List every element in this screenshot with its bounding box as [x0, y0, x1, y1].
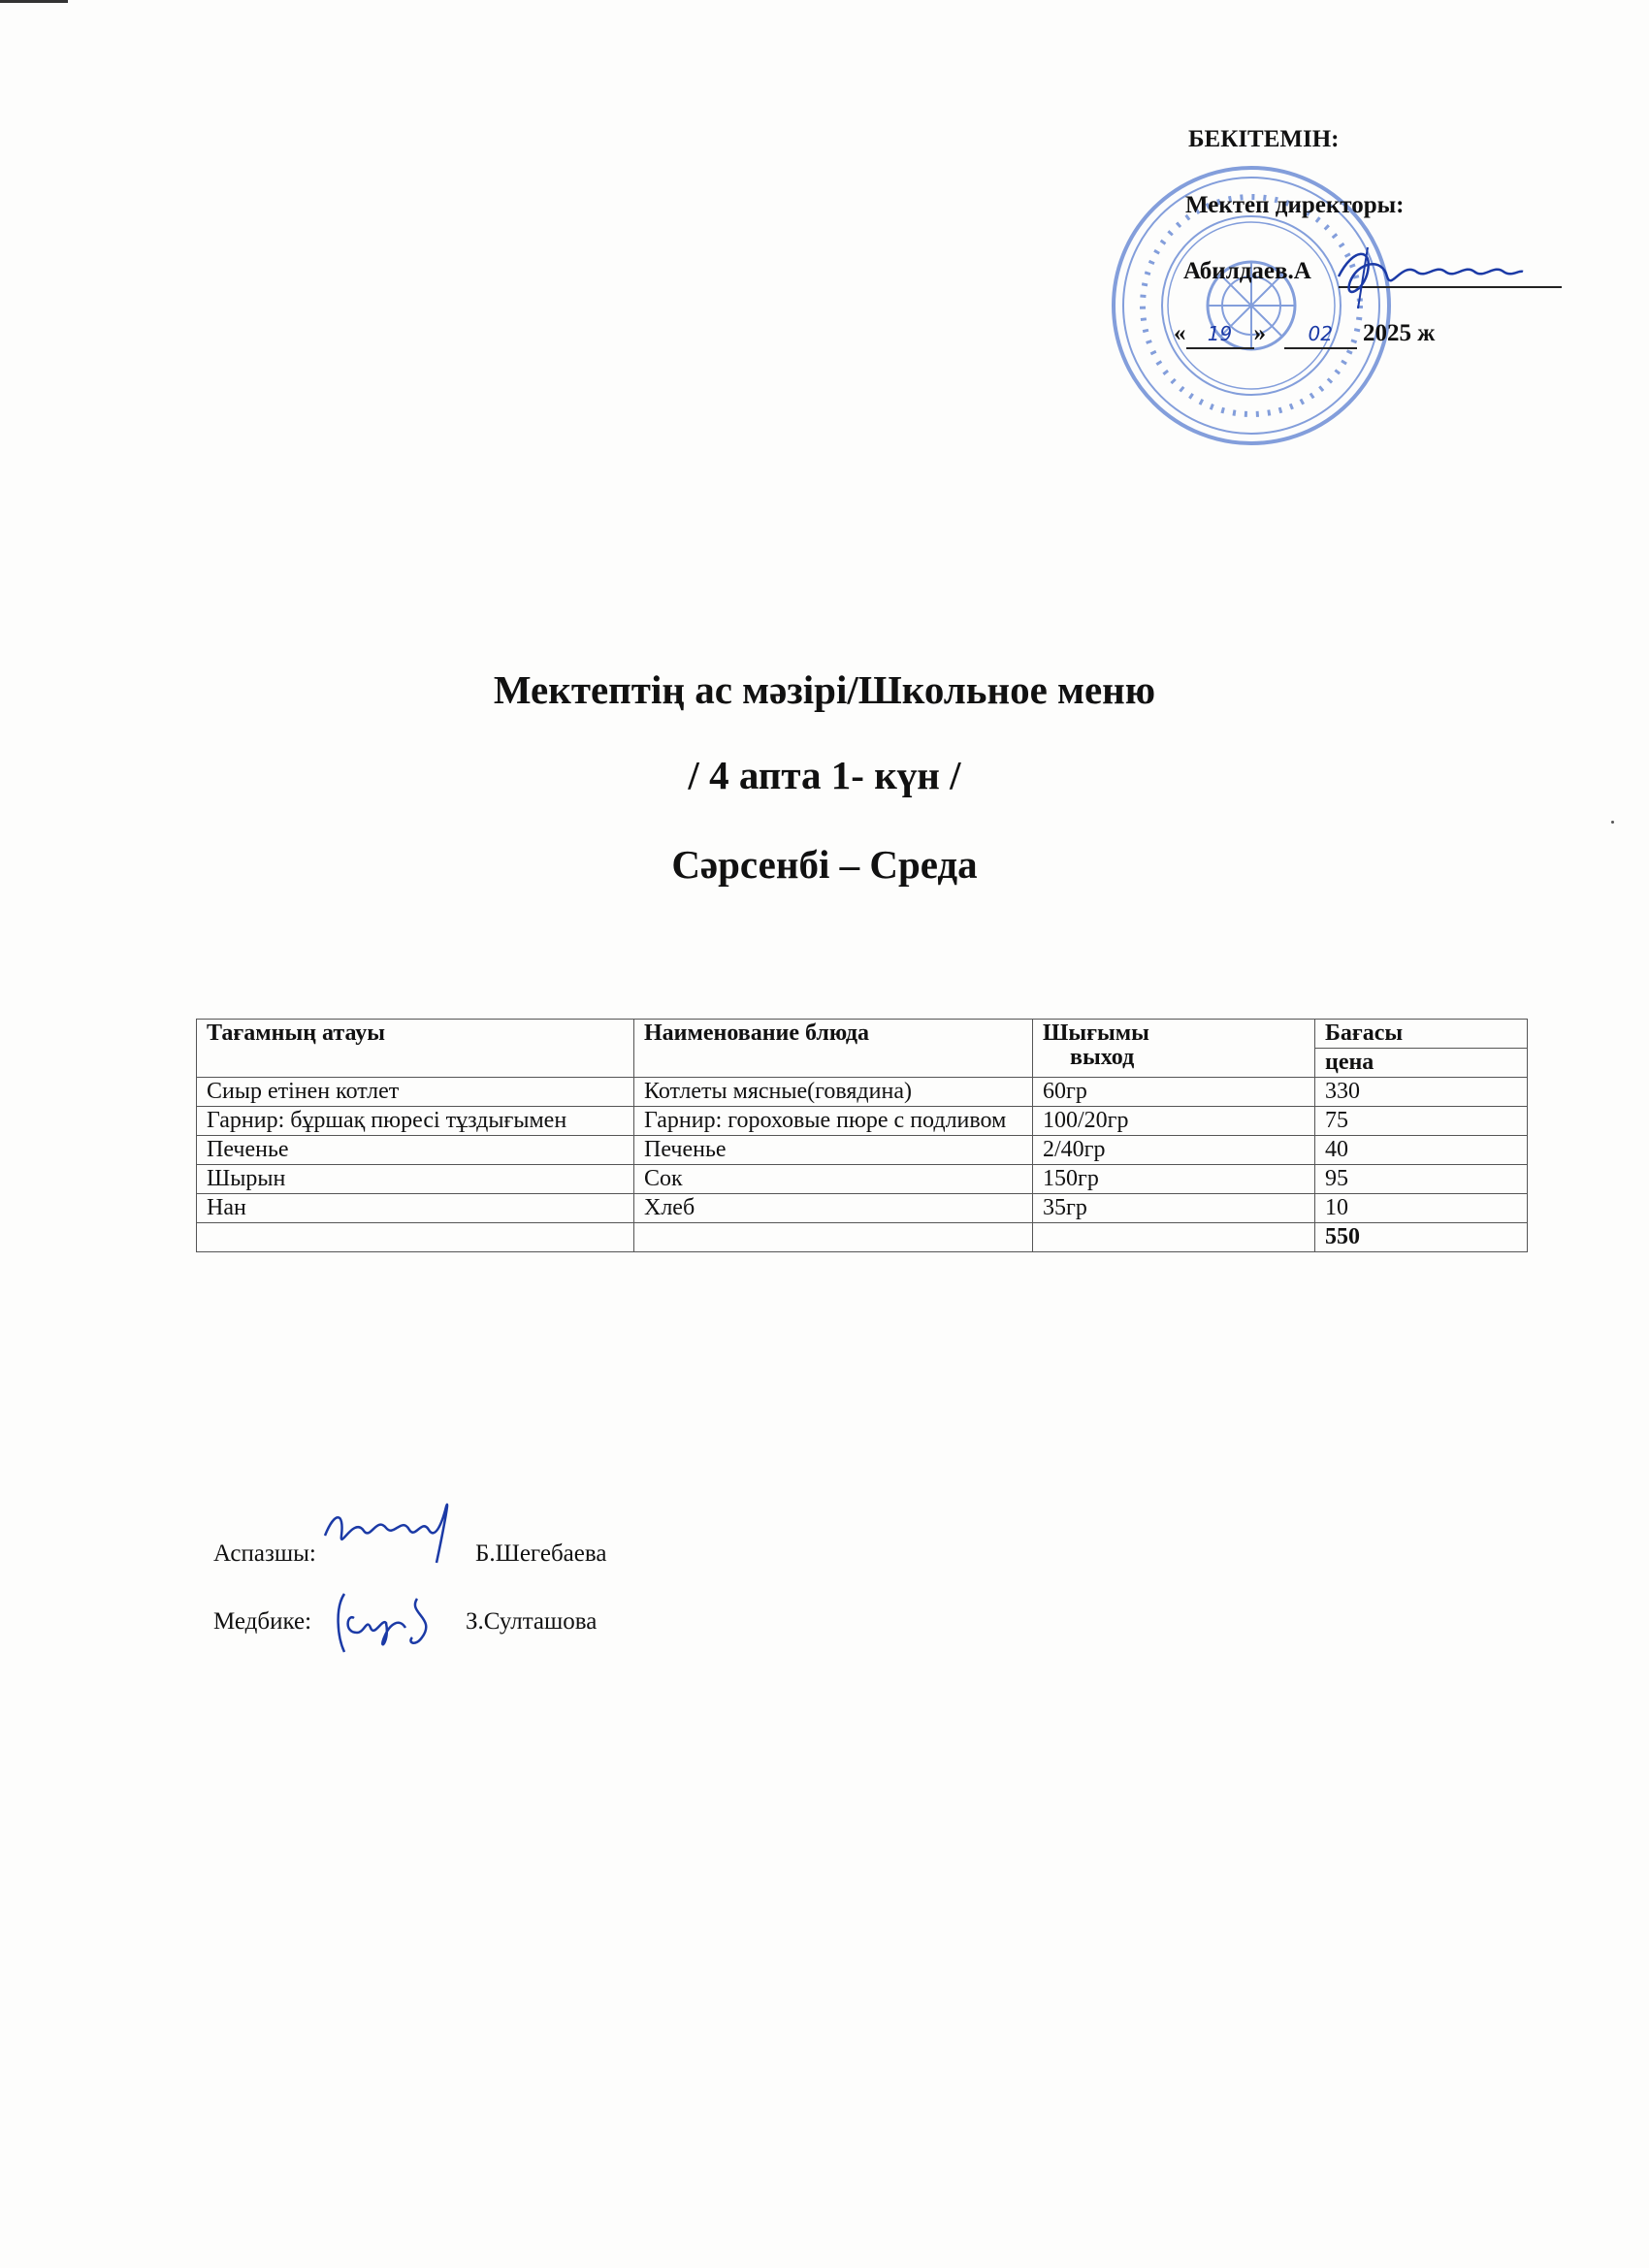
dish-price: 330 [1315, 1078, 1528, 1107]
dish-yield: 2/40гр [1033, 1136, 1315, 1165]
director-label: Мектеп директоры: [1185, 192, 1405, 218]
dish-yield: 35гр [1033, 1194, 1315, 1223]
dish-name-ru: Котлеты мясные(говядина) [634, 1078, 1033, 1107]
scan-edge-mark [0, 0, 68, 3]
total-empty-cell [197, 1223, 634, 1252]
menu-title: Мектептің ас мәзірі/Школьное меню [493, 667, 1156, 712]
table-row [197, 1194, 1528, 1223]
date-month: 02 [1308, 322, 1333, 345]
dish-yield: 150гр [1033, 1165, 1315, 1194]
header-yield-kz: Шығымы [1043, 1021, 1149, 1046]
header-yield [1033, 1020, 1315, 1078]
dish-name-ru: Гарнир: гороховые пюре с подливом [634, 1107, 1033, 1136]
dish-name-ru: Хлеб [634, 1194, 1033, 1223]
table-row [197, 1078, 1528, 1107]
date-day-blank [1186, 320, 1254, 349]
total-empty-cell [634, 1223, 1033, 1252]
cook-name: Б.Шегебаева [475, 1540, 607, 1567]
approval-title: БЕКІТЕМІН: [1188, 126, 1340, 152]
scan-speck [1611, 821, 1614, 824]
table-header-row [197, 1020, 1528, 1049]
nurse-signature [330, 1584, 456, 1657]
header-yield-ru: выход [1070, 1045, 1135, 1070]
date-close-quote: » [1253, 320, 1266, 346]
table-row [197, 1165, 1528, 1194]
dish-yield: 100/20гр [1033, 1107, 1315, 1136]
menu-table [196, 1019, 1528, 1252]
menu-week-day: / 4 апта 1- күн / [688, 753, 961, 797]
nurse-name: З.Султашова [466, 1608, 598, 1635]
menu-weekday-name: Сәрсенбі – Среда [671, 842, 978, 887]
dish-price: 75 [1315, 1107, 1528, 1136]
approval-date [1174, 320, 1435, 349]
header-price-kz: Бағасы [1315, 1020, 1528, 1049]
dish-yield: 60гр [1033, 1078, 1315, 1107]
nurse-label: Медбике: [213, 1608, 312, 1635]
dish-name-ru: Сок [634, 1165, 1033, 1194]
table-total-row [197, 1223, 1528, 1252]
table-row [197, 1107, 1528, 1136]
cook-signature [320, 1497, 466, 1565]
date-month-blank [1284, 320, 1357, 349]
director-signature [1329, 243, 1533, 310]
header-name-ru: Наименование блюда [634, 1020, 1033, 1078]
dish-name-kz: Шырын [197, 1165, 634, 1194]
dish-price: 95 [1315, 1165, 1528, 1194]
dish-name-kz: Нан [197, 1194, 634, 1223]
total-price: 550 [1315, 1223, 1528, 1252]
director-name: Абилдаев.А [1183, 258, 1311, 284]
date-year: 2025 ж [1363, 320, 1436, 346]
dish-name-kz: Сиыр етінен котлет [197, 1078, 634, 1107]
cook-label: Аспазшы: [213, 1540, 316, 1567]
dish-name-ru: Печенье [634, 1136, 1033, 1165]
header-name-kz: Тағамның атауы [197, 1020, 634, 1078]
dish-price: 40 [1315, 1136, 1528, 1165]
header-price-ru: цена [1315, 1049, 1528, 1078]
table-row [197, 1136, 1528, 1165]
date-open-quote: « [1174, 320, 1186, 346]
dish-name-kz: Гарнир: бұршақ пюресі тұздығымен [197, 1107, 634, 1136]
dish-name-kz: Печенье [197, 1136, 634, 1165]
date-day: 19 [1207, 322, 1233, 345]
total-empty-cell [1033, 1223, 1315, 1252]
dish-price: 10 [1315, 1194, 1528, 1223]
